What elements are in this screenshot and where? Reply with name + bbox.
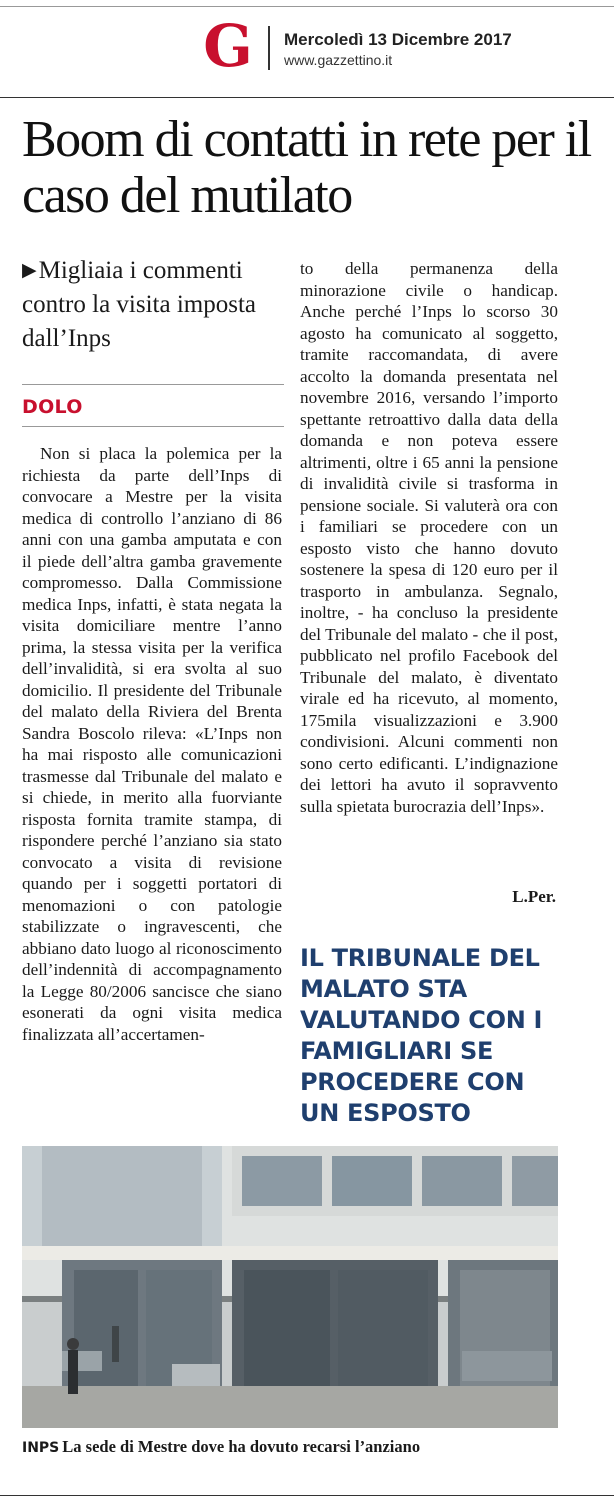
location-kicker: DOLO (22, 396, 83, 418)
top-rule (0, 6, 614, 7)
subhead-text: Migliaia i commenti contro la visita imposta dall’Inps (22, 257, 256, 352)
website-url: www.gazzettino.it (284, 52, 393, 68)
masthead-rule (0, 97, 614, 98)
gazzettino-logo: G (203, 12, 253, 80)
pull-quote: IL TRIBUNALE DEL MALATO STA VALUTANDO CON I FAMIGLIARI SE PROCEDERE CON UN ESPOSTO (300, 944, 543, 1127)
issue-date: Mercoledì 13 Dicembre 2017 (284, 30, 512, 49)
photo-caption (22, 1437, 420, 1457)
article-column-1: Non si placa la polemica per la richiesta da parte dell’Inps di convocare a Mestre per la visita medica di controllo l’anziano di 86 anni con una gamba amputata e con il piede dell’altra gamba gravemente compromesso. Dalla Commissione medica Inps, infatti, è stata negata la visita domiciliare mentre l’anno prima, la stessa visita per la verifica dell’invalidità, si era svolta al suo domicilio. Il presidente del Tribunale del malato della Riviera del Brenta Sandra Boscolo rileva: «L’Inps non ha mai risposto alle comunicazioni trasmesse dal Tribunale del malato e si chiede, in merito alla fuorviante risposta fornita tramite stampa, di rispondere perché l’anziano sia stato convocato a visita di revisione quando per i soggetti portatori di menomazioni o con patologie stabilizzate o ingravescenti, che abbiano dato luogo al riconoscimento dell’indennità di accompagnamento la Legge 80/2006 sancisce che siano esonerati da ogni visita medica finalizzata all’accertamen- (22, 444, 282, 1044)
author-signature: L.Per. (512, 887, 556, 906)
masthead-separator (268, 26, 270, 70)
kicker-rule (22, 426, 284, 427)
article-subhead (22, 254, 284, 356)
article-photo (22, 1146, 558, 1428)
caption-label: INPS (22, 1440, 60, 1456)
subhead-rule (22, 384, 284, 385)
article-column-2: to della permanenza della minorazione civile o handicap. Anche perché l’Inps lo scorso 30 agosto ha comunicato al soggetto, tramite raccomandata, di avere accolto la domanda presentata nel novembre 2016, versando l’importo spettante retroattivo dalla data della domanda e non poteva essere altrimenti, oltre i 65 anni la pensione di invalidità civile si trasforma in pensione sociale. Si valuterà ora con i familiari se procedere con un esposto visto che hanno dovuto sostenere la spesa di 120 euro per il trasporto in ambulanza. Segnalo, inoltre, - ha concluso la presidente del Tribunale del malato - che il post, pubblicato nel profilo Facebook del Tribunale del malato, è diventato virale ed ha ricevuto, al momento, 175mila visualizzazioni e 3.900 condivisioni. Alcuni commenti non sono certo edificanti. L’indignazione dei lettori ha avuto il sopravvento sulla spietata burocrazia dell’Inps». (300, 259, 558, 816)
triangle-bullet-icon: ▶ (22, 260, 37, 281)
caption-text: La sede di Mestre dove ha dovuto recarsi l’anziano (62, 1437, 421, 1456)
inps-building-photo (22, 1146, 558, 1428)
bottom-rule (0, 1495, 614, 1496)
article-headline: Boom di contatti in rete per il caso del mutilato (22, 111, 591, 224)
